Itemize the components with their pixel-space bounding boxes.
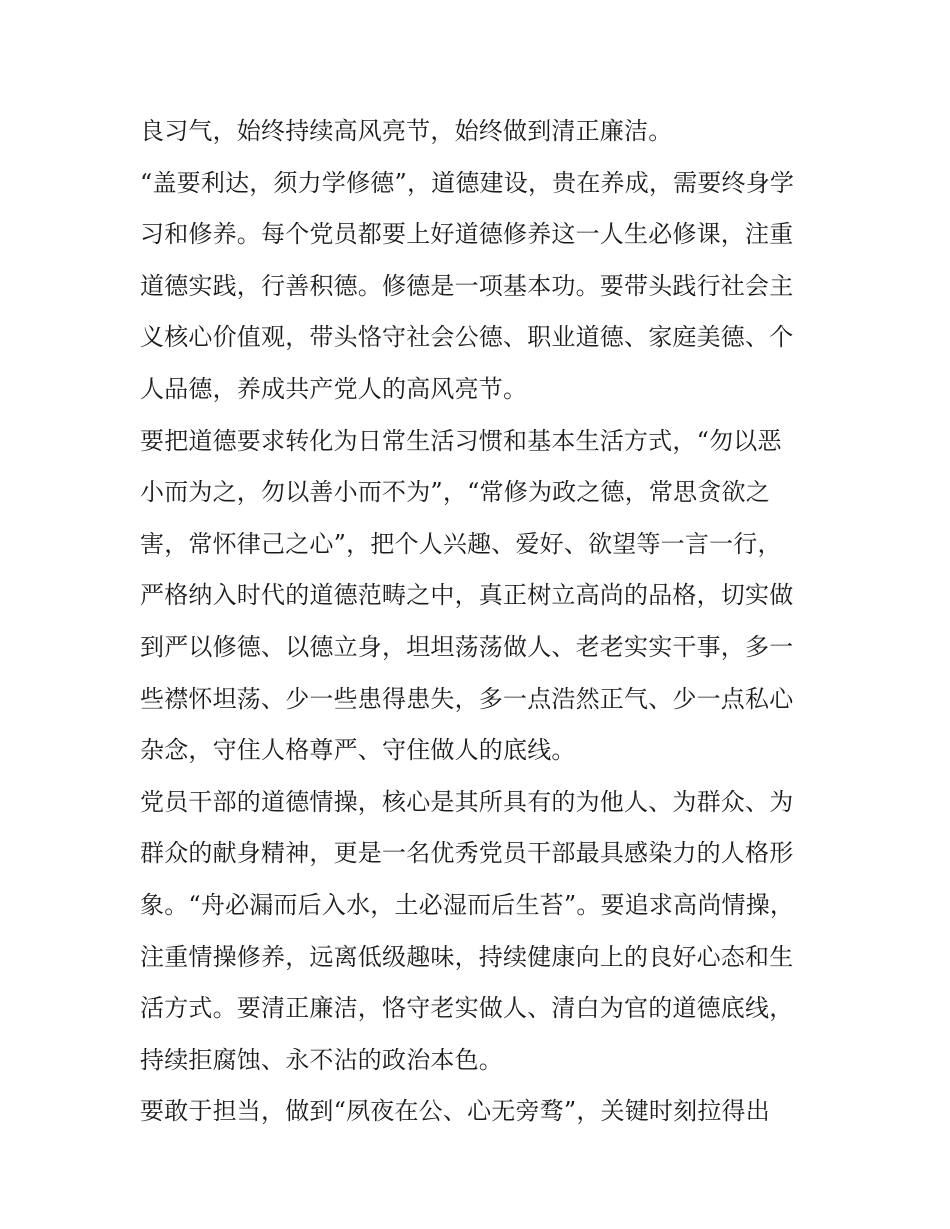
text-line: 杂念，守住人格尊严、守住做人的底线。 <box>140 736 576 765</box>
text-line: 良习气，始终持续高风亮节，始终做到清正廉洁。 <box>140 117 673 145</box>
text-line: 注重情操修养，远离低级趣味，持续健康向上的良好心态和生 <box>140 942 794 971</box>
text-line: 到严以修德、以德立身，坦坦荡荡做人、老老实实干事，多一 <box>140 632 794 661</box>
text-line: “盖要利达，须力学修德”，道德建设，贵在养成，需要终身学 <box>140 168 795 197</box>
text-line: 要敢于担当，做到“夙夜在公、心无旁骛”，关键时刻拉得出 <box>140 1097 770 1126</box>
document-body <box>140 106 820 1138</box>
text-line: 党员干部的道德情操，核心是其所具有的为他人、为群众、为 <box>140 787 794 816</box>
text-line: 要把道德要求转化为日常生活习惯和基本生活方式，“勿以恶 <box>140 426 782 455</box>
text-line: 象。“舟必漏而后入水，土必湿而后生苔”。要追求高尚情操， <box>140 890 795 919</box>
text-line: 义核心价值观，带头恪守社会公德、职业道德、家庭美德、个 <box>140 323 794 352</box>
text-line: 严格纳入时代的道德范畴之中，真正树立高尚的品格，切实做 <box>140 581 794 610</box>
text-line: 人品德，养成共产党人的高风亮节。 <box>140 374 528 403</box>
text-line: 持续拒腐蚀、永不沾的政治本色。 <box>140 1045 503 1074</box>
text-line: 活方式。要清正廉洁，恪守老实做人、清白为官的道德底线， <box>140 994 794 1023</box>
text-line: 群众的献身精神，更是一名优秀党员干部最具感染力的人格形 <box>140 839 794 868</box>
text-line: 道德实践，行善积德。修德是一项基本功。要带头践行社会主 <box>140 271 794 300</box>
text-line: 害，常怀律己之心”，把个人兴趣、爱好、欲望等一言一行， <box>140 529 782 558</box>
text-line: 小而为之，勿以善小而不为”，“常修为政之德，常思贪欲之 <box>140 478 770 507</box>
text-line: 习和修养。每个党员都要上好道德修养这一人生必修课，注重 <box>140 220 794 249</box>
text-line: 些襟怀坦荡、少一些患得患失，多一点浩然正气、少一点私心 <box>140 684 794 713</box>
